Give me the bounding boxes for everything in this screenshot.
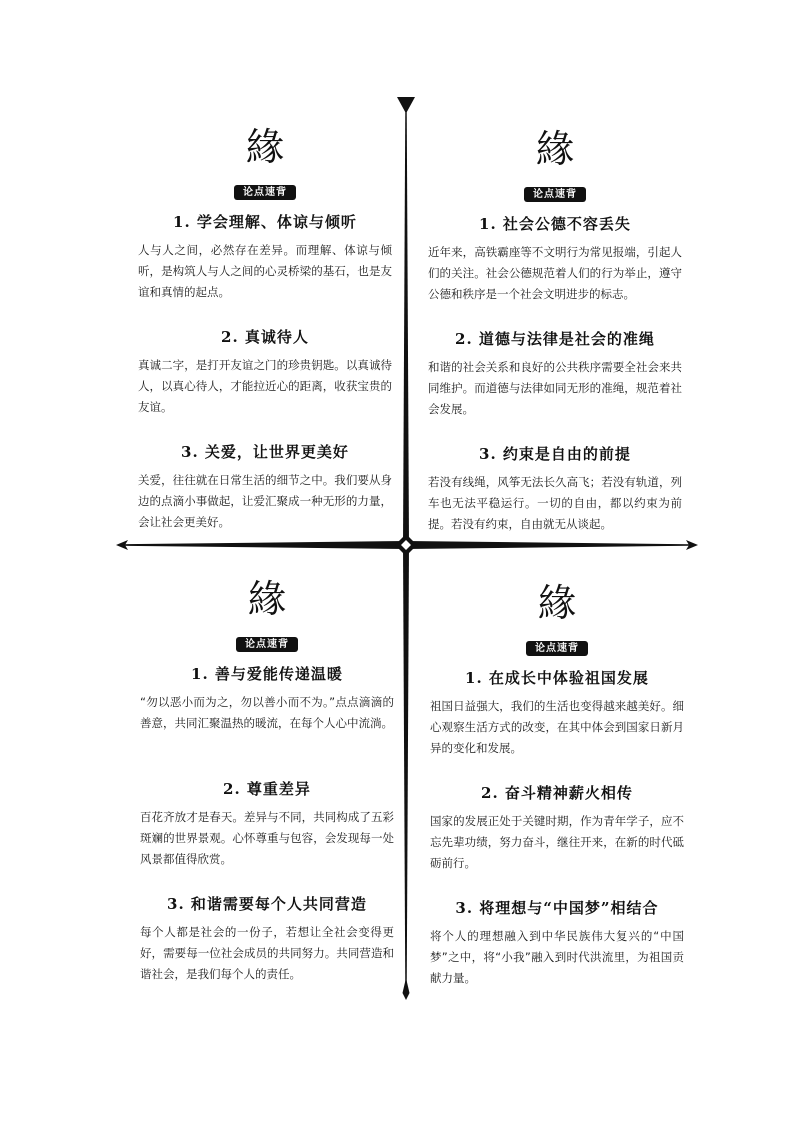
- point-text: 真诚二字，是打开友谊之门的珍贵钥匙。以真诚待人，以真心待人，才能拉近心的距离，收获宝贵的友谊。: [138, 358, 392, 414]
- calligraphy-glyph: 緣: [247, 577, 286, 621]
- vertical-divider-line: [403, 104, 409, 992]
- point-section: [140, 892, 394, 985]
- right-arrow-ornament-icon: [686, 540, 698, 550]
- point-heading: 1. 学会理解、体谅与倾听: [173, 213, 357, 231]
- summary-badge: 论点速背: [236, 637, 298, 652]
- point-heading: 3. 关爱，让世界更美好: [181, 443, 349, 461]
- point-section: [430, 666, 684, 759]
- quadrant-top-right: [428, 122, 682, 535]
- summary-badge: 论点速背: [524, 187, 586, 202]
- center-diamond-icon: [395, 534, 417, 556]
- point-section: [428, 327, 682, 420]
- badge-row: [428, 184, 682, 199]
- point-heading: 2. 奋斗精神薪火相传: [481, 784, 633, 802]
- top-ornament-icon: [397, 97, 415, 112]
- left-arrow-ornament-icon: [116, 540, 128, 550]
- point-text: 关爱，往往就在日常生活的细节之中。我们要从身边的点滴小事做起，让爱汇聚成一种无形的力量，会让社会更美好。: [138, 473, 392, 529]
- calligraphy-glyph: 緣: [245, 125, 284, 169]
- point-text: 近年来，高铁霸座等不文明行为常见报端，引起人们的关注。社会公德规范着人们的行为举止，遵守公德和秩序是一个社会文明进步的标志。: [428, 245, 682, 301]
- point-text: 将个人的理想融入到中华民族伟大复兴的“中国梦”之中，将“小我”融入到时代洪流里，为祖国贡献力量。: [430, 929, 684, 985]
- quadrant-top-left: [138, 120, 392, 533]
- point-text: 人与人之间，必然存在差异。而理解、体谅与倾听，是构筑人与人之间的心灵桥梁的基石，也是友谊和真情的起点。: [138, 243, 392, 299]
- point-text: 国家的发展正处于关键时期，作为青年学子，应不忘先辈功绩，努力奋斗，继往开来，在新的时代砥砺前行。: [430, 814, 684, 870]
- calligraphy-glyph: 緣: [537, 581, 576, 625]
- horizontal-divider-line: [124, 541, 690, 549]
- point-heading: 1. 社会公德不容丢失: [479, 215, 631, 233]
- point-section: [138, 325, 392, 418]
- point-text: 和谐的社会关系和良好的公共秩序需要全社会来共同维护。而道德与法律如同无形的准绳，规范着社会发展。: [428, 360, 682, 416]
- point-section: [140, 662, 394, 755]
- center-diamond-inner-icon: [401, 540, 411, 550]
- point-section: [430, 781, 684, 874]
- point-section: [138, 210, 392, 303]
- point-text: 百花齐放才是春天。差异与不同，共同构成了五彩斑斓的世界景观。心怀尊重与包容，会发现每一处风景都值得欣赏。: [140, 810, 394, 866]
- point-heading: 2. 道德与法律是社会的准绳: [455, 330, 655, 348]
- point-heading: 2. 尊重差异: [223, 780, 311, 798]
- point-heading: 3. 约束是自由的前提: [479, 445, 631, 463]
- point-heading: 1. 在成长中体验祖国发展: [465, 669, 649, 687]
- point-text: 每个人都是社会的一份子，若想让全社会变得更好，需要每一位社会成员的共同努力。共同营造和谐社会，是我们每个人的责任。: [140, 925, 394, 981]
- calligraphy-glyph: 緣: [535, 127, 574, 171]
- point-section: [140, 777, 394, 870]
- summary-badge: 论点速背: [234, 185, 296, 200]
- point-section: [428, 212, 682, 305]
- badge-row: [138, 182, 392, 197]
- point-text: 若没有线绳，风筝无法长久高飞；若没有轨道，列车也无法平稳运行。一切的自由，都以约束为前提。若没有约束，自由就无从谈起。: [428, 475, 682, 531]
- bottom-ornament-icon: [403, 978, 410, 1000]
- point-text: “勿以恶小而为之，勿以善小而不为。”点点滴滴的善意，共同汇聚温热的暖流，在每个人心中流淌。: [140, 695, 394, 730]
- point-heading: 3. 和谐需要每个人共同营造: [167, 895, 367, 913]
- point-section: [430, 896, 684, 989]
- point-heading: 2. 真诚待人: [221, 328, 309, 346]
- badge-row: [140, 634, 394, 649]
- point-heading: 3. 将理想与“中国梦”相结合: [455, 899, 659, 917]
- point-text: 祖国日益强大，我们的生活也变得越来越美好。细心观察生活方式的改变，在其中体会到国家日新月异的变化和发展。: [430, 699, 684, 755]
- quadrant-bottom-right: [430, 576, 684, 989]
- point-heading: 1. 善与爱能传递温暖: [191, 665, 343, 683]
- point-section: [428, 442, 682, 535]
- quadrant-bottom-left: [140, 572, 394, 985]
- badge-row: [430, 638, 684, 653]
- summary-badge: 论点速背: [526, 641, 588, 656]
- point-section: [138, 440, 392, 533]
